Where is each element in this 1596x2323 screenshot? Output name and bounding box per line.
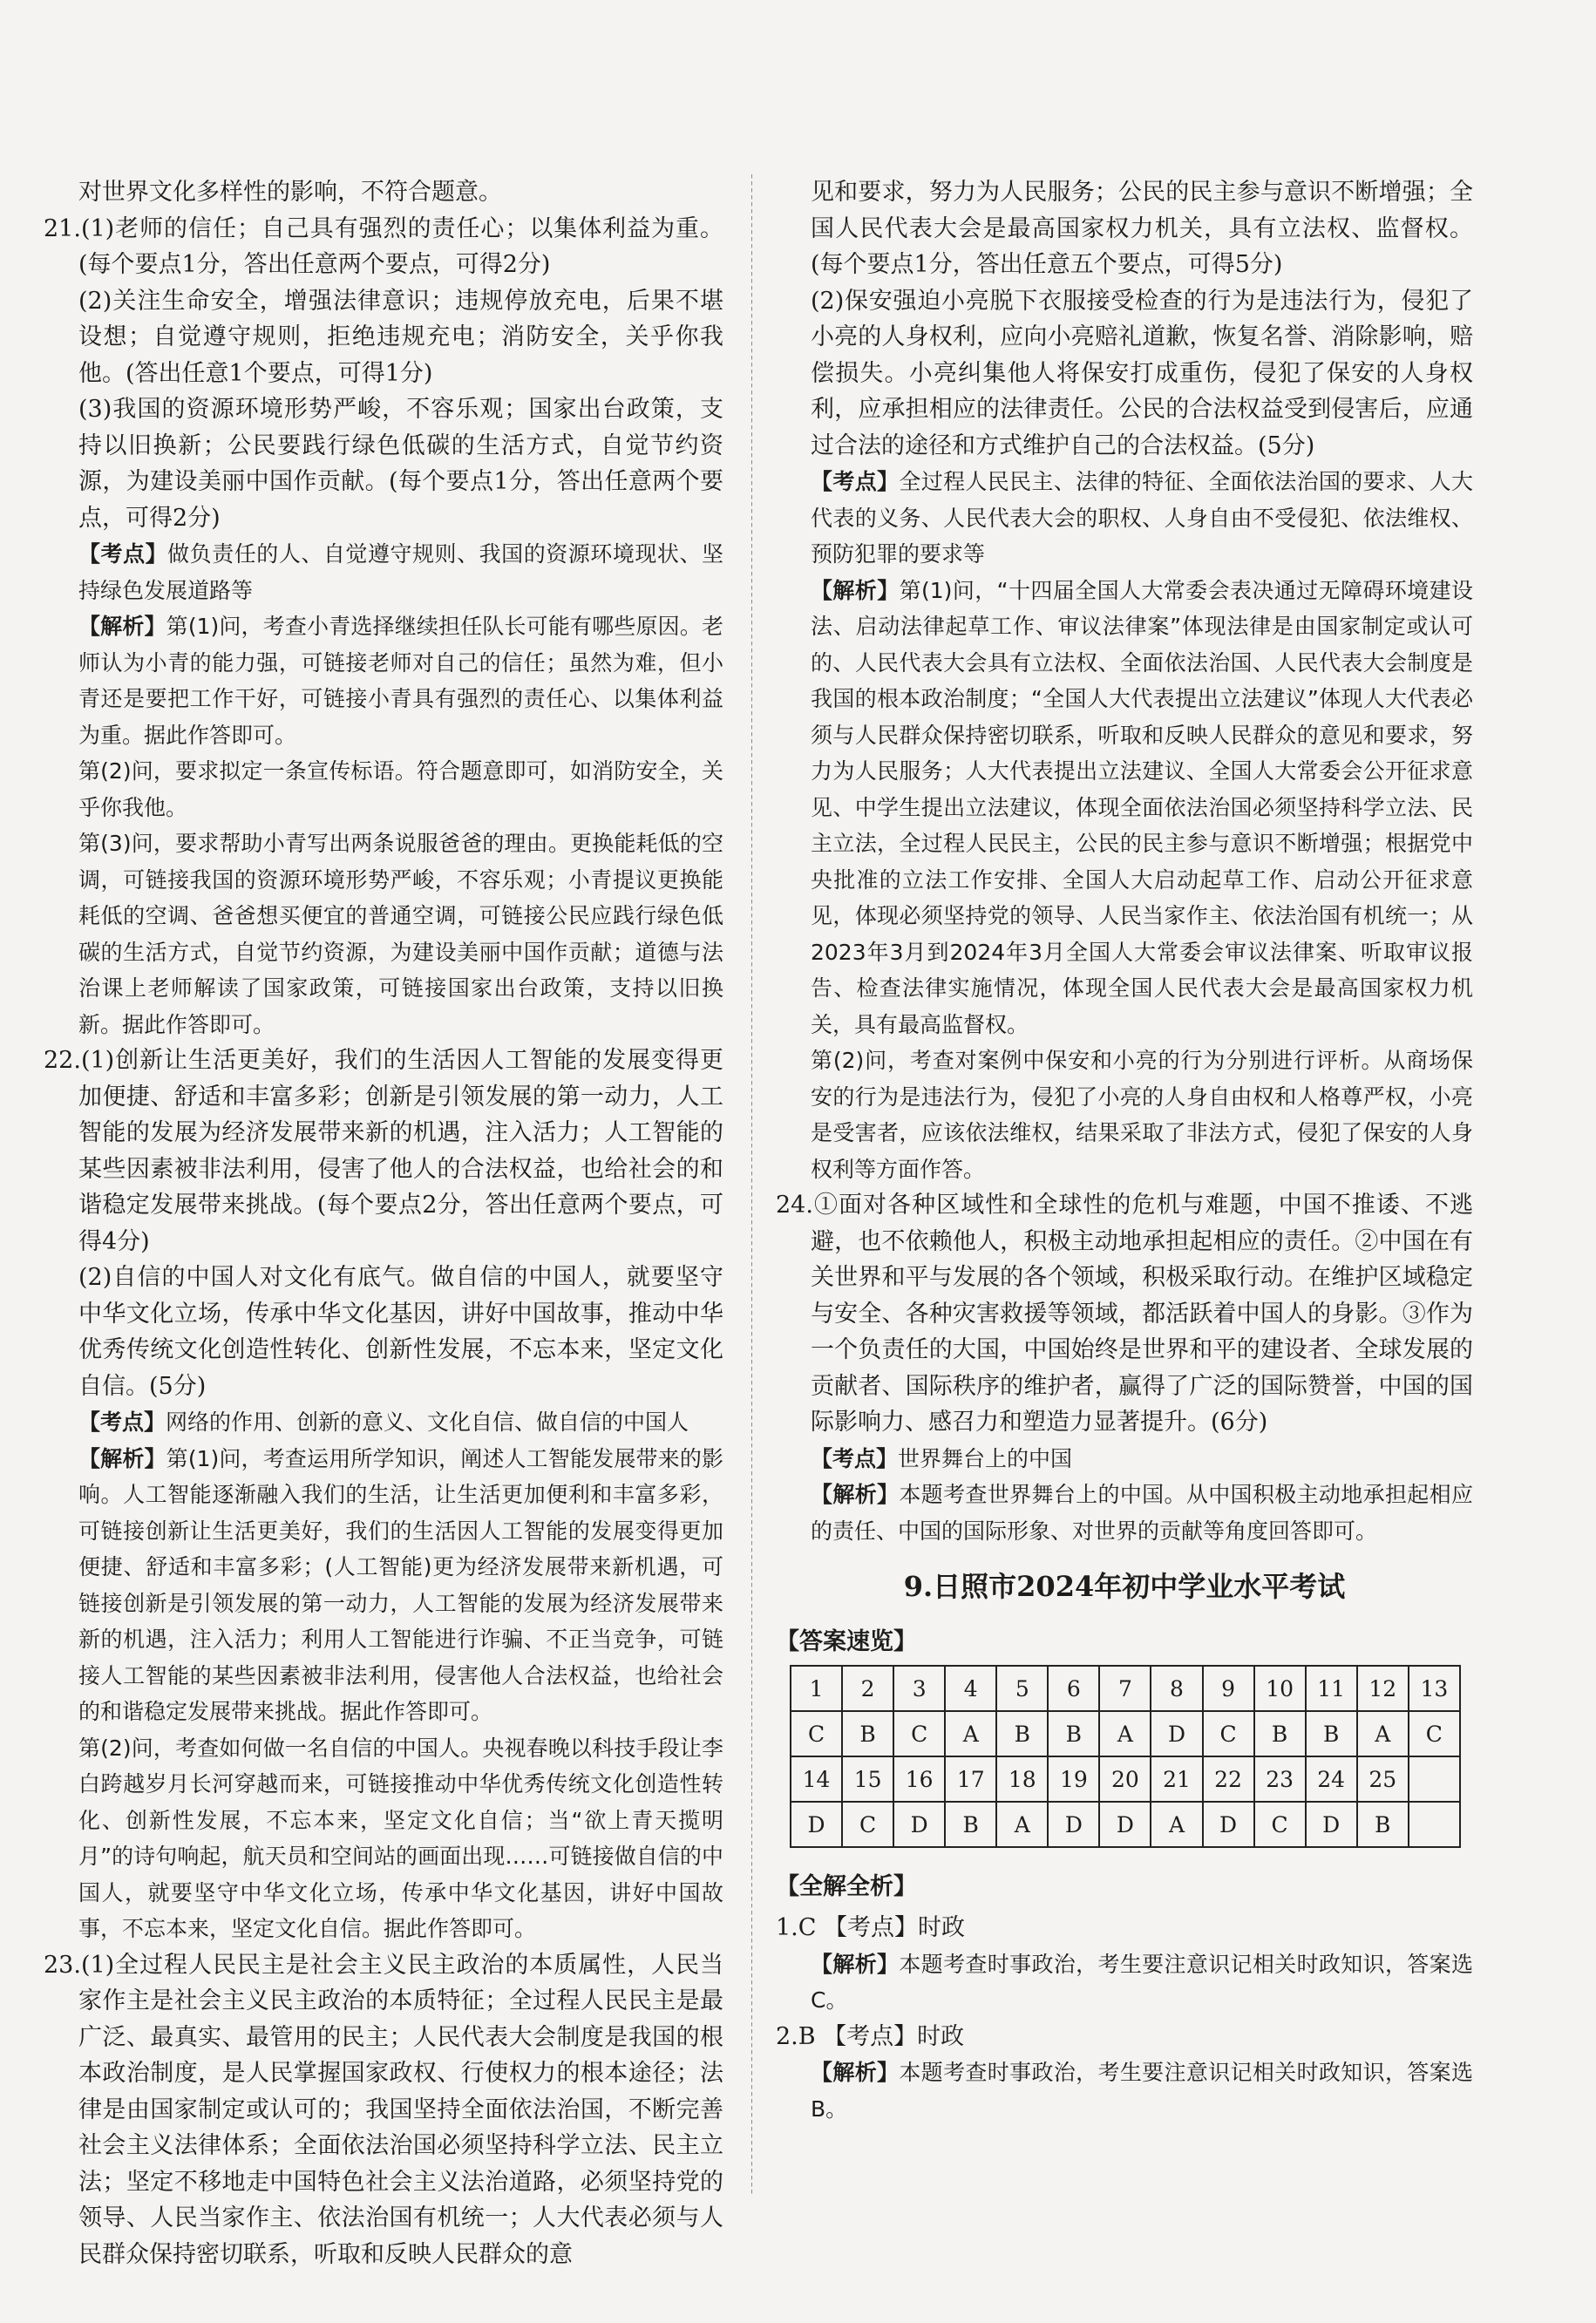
table-cell: C <box>1409 1711 1460 1756</box>
paragraph <box>44 753 723 825</box>
section-tag: 【考点】 <box>811 1445 899 1471</box>
right-column-answers <box>776 174 1473 1549</box>
table-cell: 4 <box>945 1666 996 1711</box>
paragraph <box>44 283 723 392</box>
table-cell: 1 <box>791 1666 842 1711</box>
paragraph-text: 24.①面对各种区域性和全球性的危机与难题，中国不推诿、不逃避，也不依赖他人，积极主动地承担起相应的责任。②中国在有关世界和平与发展的各个领域，积极采取行动。在维护区域稳定与安全、各种灾害救援等领域，都活跃着中国人的身影。③作为一个负责任的大国，中国始终是世界和平的建设者、全球发展的贡献者、国际秩序的维护者，赢得了广泛的国际赞誉，中国的国际影响力、感召力和塑造力显著提升。(6分) <box>776 1192 1473 1436</box>
paragraph <box>44 825 723 1043</box>
paragraph <box>44 211 723 283</box>
table-cell: A <box>945 1711 996 1756</box>
section-tag: 【解析】 <box>811 577 900 603</box>
table-cell: 9 <box>1203 1666 1254 1711</box>
table-cell: 2 <box>842 1666 893 1711</box>
paragraph <box>776 1910 1473 1946</box>
paragraph-text: 第(1)问，考查运用所学知识，阐述人工智能发展带来的影响。人工智能逐渐融入我们的生活，让生活更加便利和丰富多彩，可链接创新让生活更美好，我们的生活因人工智能的发展变得更加便捷、舒适和丰富多彩；(人工智能)更为经济发展带来新机遇，可链接创新是引领发展的第一动力，人工智能的发展为经济发展带来新的机遇，注入活力；利用人工智能进行诈骗、不正当竞争，可链接人工智能的某些因素被非法利用，侵害他人合法权益，也给社会的和谐稳定发展带来挑战。据此作答即可。 <box>78 1445 723 1724</box>
table-cell: A <box>1151 1802 1202 1847</box>
table-row <box>791 1666 1460 1711</box>
paragraph <box>44 1260 723 1404</box>
paragraph <box>776 1187 1473 1441</box>
paragraph-text: 全过程人民民主、法律的特征、全面依法治国的要求、人大代表的义务、人民代表大会的职权、人身自由不受侵犯、依法维权、预防犯罪的要求等 <box>811 469 1473 567</box>
paragraph-text: 做负责任的人、自觉遵守规则、我国的资源环境现状、坚持绿色发展道路等 <box>78 541 723 603</box>
table-cell: 10 <box>1254 1666 1306 1711</box>
paragraph-text: 见和要求，努力为人民服务；公民的民主参与意识不断增强；全国人民代表大会是最高国家权力机关，具有立法权、监督权。(每个要点1分，答出任意五个要点，可得5分) <box>811 179 1473 278</box>
right-column-analysis <box>776 1910 1473 2127</box>
paragraph-text: 网络的作用、创新的意义、文化自信、做自信的中国人 <box>166 1409 689 1435</box>
section-tag: 【解析】 <box>811 1482 900 1507</box>
full-analysis-badge: 【全解全析】 <box>776 1873 917 1900</box>
table-cell: 19 <box>1048 1756 1099 1802</box>
paragraph <box>44 1441 723 1730</box>
table-cell: 3 <box>893 1666 945 1711</box>
paragraph <box>776 1441 1473 1477</box>
paragraph <box>44 174 723 211</box>
paragraph-text: 本题考查时事政治，考生要注意识记相关时政知识，答案选C。 <box>811 1951 1473 2013</box>
table-row <box>791 1802 1460 1847</box>
table-cell: B <box>1254 1711 1306 1756</box>
table-cell <box>1409 1756 1460 1802</box>
table-cell: D <box>1151 1711 1202 1756</box>
table-cell: A <box>1099 1711 1151 1756</box>
table-cell: 23 <box>1254 1756 1306 1802</box>
paragraph <box>44 1947 723 2273</box>
section-tag: 【解析】 <box>811 2060 900 2085</box>
section-tag: 【考点】 <box>78 541 168 567</box>
paragraph <box>44 608 723 753</box>
paragraph <box>776 2055 1473 2127</box>
table-cell: D <box>791 1802 842 1847</box>
paragraph <box>776 1043 1473 1187</box>
table-cell: 16 <box>893 1756 945 1802</box>
paragraph-text: 21.(1)老师的信任；自己具有强烈的责任心；以集体利益为重。(每个要点1分，答出任意两个要点，可得2分) <box>44 214 723 278</box>
paragraph-text: 23.(1)全过程人民民主是社会主义民主政治的本质属性，人民当家作主是社会主义民主政治的本质特征；全过程人民民主是最广泛、最真实、最管用的民主；人民代表大会制度是我国的根本政治制度，是人民掌握国家政权、行使权力的根本途径；法律是由国家制定或认可的；我国坚持全面依法治国，不断完善社会主义法律体系；全面依法治国必须坚持科学立法、民主立法；坚定不移地走中国特色社会主义法治道路，必须坚持党的领导、人民当家作主、依法治国有机统一；人大代表必须与人民群众保持密切联系，听取和反映人民群众的意 <box>44 1951 723 2268</box>
paragraph-text: 1.C 【考点】时政 <box>776 1914 966 1941</box>
paragraph-text: 第(2)问，考查如何做一名自信的中国人。央视春晚以科技手段让李白跨越岁月长河穿越而来，可链接推动中华优秀传统文化创造性转化、创新性发展，不忘本来，坚定文化自信；当“欲上青天揽明月”的诗句响起，航天员和空间站的画面出现……可链接做自信的中国人，就要坚守中华文化立场，传承中华文化基因，讲好中国故事，不忘本来，坚定文化自信。据此作答即可。 <box>78 1735 723 1941</box>
table-cell: C <box>842 1802 893 1847</box>
column-divider <box>751 174 752 2197</box>
paragraph <box>44 1730 723 1947</box>
paragraph-text: 对世界文化多样性的影响，不符合题意。 <box>78 179 502 206</box>
paragraph <box>776 1477 1473 1549</box>
table-cell: C <box>791 1711 842 1756</box>
paragraph-text: 第(1)问，考查小青选择继续担任队长可能有哪些原因。老师认为小青的能力强，可链接老师对自己的信任；虽然为难，但小青还是要把工作干好，可链接小青具有强烈的责任心、以集体利益为重。据此作答即可。 <box>78 614 723 748</box>
paragraph-text: 第(3)问，要求帮助小青写出两条说服爸爸的理由。更换能耗低的空调，可链接我国的资源环境形势严峻，不容乐观；小青提议更换能耗低的空调、爸爸想买便宜的普通空调，可链接公民应践行绿色低碳的生活方式，自觉节约资源，为建设美丽中国作贡献；道德与法治课上老师解读了国家政策，可链接国家出台政策，支持以旧换新。据此作答即可。 <box>78 831 723 1037</box>
section-tag: 【解析】 <box>811 1951 900 1977</box>
answer-overview-badge: 【答案速览】 <box>776 1628 917 1655</box>
table-cell: A <box>996 1802 1048 1847</box>
table-cell: 7 <box>1099 1666 1151 1711</box>
table-cell: B <box>1357 1802 1409 1847</box>
section-tag: 【考点】 <box>811 469 900 494</box>
table-cell: C <box>893 1711 945 1756</box>
answer-table <box>790 1665 1461 1848</box>
table-cell: C <box>1203 1711 1254 1756</box>
paragraph-text: 第(2)问，考查对案例中保安和小亮的行为分别进行评析。从商场保安的行为是违法行为，侵犯了小亮的人身自由权和人格尊严权，小亮是受害者，应该依法维权，结果采取了非法方式，侵犯了保安的人身权利等方面作答。 <box>811 1048 1473 1182</box>
paragraph-text: (3)我国的资源环境形势严峻，不容乐观；国家出台政策，支持以旧换新；公民要践行绿色低碳的生活方式，自觉节约资源，为建设美丽中国作贡献。(每个要点1分，答出任意两个要点，可得2分) <box>78 396 723 532</box>
table-cell: D <box>893 1802 945 1847</box>
paragraph-text: (2)自信的中国人对文化有底气。做自信的中国人，就要坚守中华文化立场，传承中华文化基因，讲好中国故事，推动中华优秀传统文化创造性转化、创新性发展，不忘本来，坚定文化自信。(5分) <box>78 1264 723 1400</box>
table-cell: D <box>1203 1802 1254 1847</box>
paragraph-text: 2.B 【考点】时政 <box>776 2022 965 2050</box>
paragraph-text: 本题考查世界舞台上的中国。从中国积极主动地承担起相应的责任、中国的国际形象、对世界的贡献等角度回答即可。 <box>811 1482 1473 1544</box>
paragraph-text: (2)关注生命安全，增强法律意识；违规停放充电，后果不堪设想；自觉遵守规则，拒绝违规充电；消防安全，关乎你我他。(答出任意1个要点，可得1分) <box>78 287 723 387</box>
paragraph-text: (2)保安强迫小亮脱下衣服接受检查的行为是违法行为，侵犯了小亮的人身权利，应向小亮赔礼道歉，恢复名誉、消除影响，赔偿损失。小亮纠集他人将保安打成重伤，侵犯了保安的人身权利，应承担相应的法律责任。公民的合法权益受到侵害后，应通过合法的途径和方式维护自己的合法权益。(5分) <box>811 287 1473 459</box>
table-cell: 24 <box>1306 1756 1357 1802</box>
table-cell: D <box>1048 1802 1099 1847</box>
table-cell: 17 <box>945 1756 996 1802</box>
table-cell: D <box>1099 1802 1151 1847</box>
table-cell: 21 <box>1151 1756 1202 1802</box>
table-cell: 13 <box>1409 1666 1460 1711</box>
table-cell: 11 <box>1306 1666 1357 1711</box>
paragraph <box>44 391 723 536</box>
paragraph <box>44 536 723 608</box>
table-cell: 25 <box>1357 1756 1409 1802</box>
table-cell: B <box>842 1711 893 1756</box>
table-cell: 6 <box>1048 1666 1099 1711</box>
table-cell: B <box>1048 1711 1099 1756</box>
paragraph <box>776 283 1473 465</box>
left-column <box>44 174 723 2272</box>
paragraph <box>776 1946 1473 2019</box>
table-cell: B <box>945 1802 996 1847</box>
section-tag: 【考点】 <box>78 1409 166 1435</box>
table-cell: 20 <box>1099 1756 1151 1802</box>
table-cell: 15 <box>842 1756 893 1802</box>
table-row <box>791 1756 1460 1802</box>
table-cell <box>1409 1802 1460 1847</box>
paragraph-text: 本题考查时事政治，考生要注意识记相关时政知识，答案选B。 <box>811 2060 1473 2122</box>
section-tag: 【解析】 <box>78 1445 166 1471</box>
paragraph <box>776 464 1473 573</box>
paragraph <box>44 1043 723 1260</box>
table-cell: A <box>1357 1711 1409 1756</box>
paragraph-text: 第(1)问，“十四届全国人大常委会表决通过无障碍环境建设法、启动法律起草工作、审议法律案”体现法律是由国家制定或认可的、人民代表大会具有立法权、全面依法治国、人民代表大会制度是我国的根本政治制度；“全国人大代表提出立法建议”体现人大代表必须与人民群众保持密切联系，听取和反映人民群众的意见和要求，努力为人民服务；人大代表提出立法建议、全国人大常委会公开征求意见、中学生提出立法建议，体现全面依法治国必须坚持科学立法、民主立法，全过程人民民主，公民的民主参与意识不断增强；根据党中央批准的立法工作安排、全国人大启动起草工作、启动公开征求意见，体现必须坚持党的领导、人民当家作主、依法治国有机统一；从2023年3月到2024年3月全国人大常委会审议法律案、听取审议报告、检查法律实施情况，体现全国人民代表大会是最高国家权力机关，具有最高监督权。 <box>811 577 1473 1037</box>
table-cell: 18 <box>996 1756 1048 1802</box>
table-cell: C <box>1254 1802 1306 1847</box>
table-cell: B <box>996 1711 1048 1756</box>
table-cell: 22 <box>1203 1756 1254 1802</box>
paragraph <box>776 174 1473 283</box>
paragraph-text: 世界舞台上的中国 <box>898 1445 1073 1471</box>
paragraph <box>776 2019 1473 2055</box>
paragraph-text: 22.(1)创新让生活更美好，我们的生活因人工智能的发展变得更加便捷、舒适和丰富多彩；创新是引领发展的第一动力，人工智能的发展为经济发展带来新的机遇，注入活力；人工智能的某些因素被非法利用，侵害了他人的合法权益，也给社会的和谐稳定发展带来挑战。(每个要点2分，答出任意两个要点，可得4分) <box>44 1047 723 1255</box>
paragraph <box>44 1404 723 1441</box>
table-cell: D <box>1306 1802 1357 1847</box>
paragraph <box>776 573 1473 1043</box>
table-cell: 12 <box>1357 1666 1409 1711</box>
table-cell: B <box>1306 1711 1357 1756</box>
table-row <box>791 1711 1460 1756</box>
right-column <box>776 174 1473 2127</box>
exam-title: 9.日照市2024年初中学业水平考试 <box>903 1570 1346 1603</box>
table-cell: 8 <box>1151 1666 1202 1711</box>
table-cell: 14 <box>791 1756 842 1802</box>
table-cell: 5 <box>996 1666 1048 1711</box>
section-tag: 【解析】 <box>78 614 166 639</box>
paragraph-text: 第(2)问，要求拟定一条宣传标语。符合题意即可，如消防安全，关乎你我他。 <box>78 758 723 820</box>
